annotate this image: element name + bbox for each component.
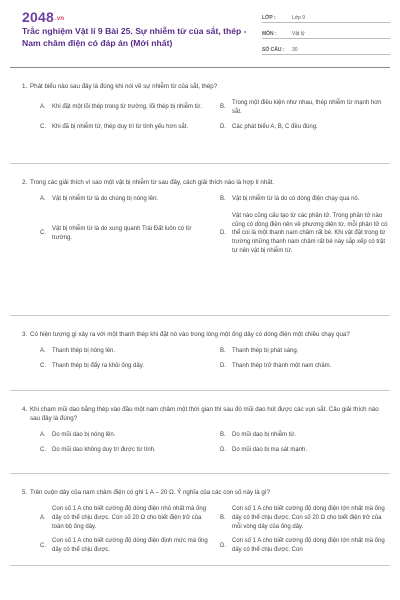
question-2 bbox=[10, 164, 390, 316]
option-letter: C. bbox=[40, 123, 46, 130]
option-letter: D. bbox=[220, 230, 226, 237]
question-stem bbox=[12, 488, 388, 497]
option-letter: B. bbox=[220, 104, 226, 111]
question-number: 5. bbox=[22, 489, 28, 496]
option-a[interactable] bbox=[40, 347, 208, 356]
option-letter: B. bbox=[220, 348, 226, 354]
option-text: Vật bị nhiễm từ là do có dòng điện chạy qua nó. bbox=[232, 196, 360, 202]
logo-text: 2048 bbox=[22, 9, 54, 25]
option-letter: A. bbox=[40, 196, 46, 202]
question-stem bbox=[12, 405, 388, 423]
option-letter: A. bbox=[40, 432, 46, 438]
option-text: Do mũi dao bị nóng lên. bbox=[52, 432, 116, 438]
option-text: Thanh thép trở thành một nam châm. bbox=[232, 362, 332, 369]
option-d[interactable] bbox=[220, 362, 388, 371]
option-letter: D. bbox=[220, 542, 226, 549]
question-5 bbox=[10, 474, 390, 566]
question-text: Trên cuộn dây của nam châm điện có ghi 1 A – 20 Ω. Ý nghĩa của các con số này là gì? bbox=[30, 489, 271, 496]
option-text: Con số 1 A cho biết cường độ dòng điện lớn nhất mà ống dây có thể chịu được. Con bbox=[232, 538, 385, 554]
option-grid bbox=[12, 99, 388, 131]
meta-label: LỚP : bbox=[262, 15, 276, 21]
option-text: Vật bị nhiễm từ là do chúng bị nóng lên. bbox=[52, 196, 159, 202]
option-letter: A. bbox=[40, 514, 46, 521]
option-letter: A. bbox=[40, 348, 46, 354]
option-a[interactable] bbox=[40, 195, 208, 204]
question-number: 1. bbox=[22, 83, 28, 90]
question-text: Phát biểu nào sau đây là đúng khi nói về sự nhiễm từ của sắt, thép? bbox=[30, 83, 218, 90]
option-c[interactable] bbox=[40, 446, 208, 455]
option-a[interactable] bbox=[40, 99, 208, 117]
question-stem bbox=[12, 82, 388, 91]
option-b[interactable] bbox=[220, 347, 388, 356]
option-letter: B. bbox=[220, 514, 226, 521]
option-text: Con số 1 A cho biết cường độ dòng điện nhỏ nhất mà ống dây có thể chịu được. Con số 20 Ω cho biết điện trở của toàn bộ ống dây. bbox=[52, 506, 207, 530]
option-text: Vật bị nhiễm từ là do xung quanh Trái Đất luôn có từ trường. bbox=[52, 225, 192, 241]
option-text: Thanh thép bị nóng lên. bbox=[52, 348, 116, 354]
option-c[interactable] bbox=[40, 362, 208, 371]
page-title: Trắc nghiệm Vật lí 9 Bài 25. Sự nhiễm từ của sắt, thép - Nam châm điện có đáp án (Mới nhất) bbox=[22, 26, 247, 48]
question-3 bbox=[10, 316, 390, 391]
page-header bbox=[10, 0, 390, 68]
option-text: Do mũi dao bị ma sát mạnh. bbox=[232, 446, 308, 453]
option-text: Con số 1 A cho biết cường độ dòng điện lớn nhất mà ống dây có thể chịu được. Con số 20 Ω cho biết điện trở của mỗi vòng dây của ống dây. bbox=[232, 506, 385, 530]
question-text: Có hiện tượng gì xảy ra với một thanh thép khi đặt nó vào trong lòng một ống dây có dòng điện một chiều chạy qua? bbox=[30, 331, 350, 338]
meta-label: MÔN : bbox=[262, 31, 277, 37]
option-b[interactable] bbox=[220, 195, 388, 204]
option-d[interactable] bbox=[220, 123, 388, 132]
meta-row-class bbox=[262, 12, 390, 23]
option-text: Các phát biểu A, B, C đều đúng. bbox=[232, 123, 318, 130]
question-text: Khi chạm mũi dao bằng thép vào đầu một nam châm một thời gian thì sau đó mũi dao hút được các vụn sắt. Câu giải thích nào sau đây là đúng? bbox=[30, 406, 379, 422]
option-text: Do mũi dao không duy trì được từ tính. bbox=[52, 446, 156, 453]
option-b[interactable] bbox=[220, 431, 388, 440]
meta-value: 30 bbox=[292, 47, 298, 53]
meta-value: Lớp 9 bbox=[292, 15, 306, 21]
meta-label: SỐ CÂU : bbox=[262, 47, 285, 53]
option-letter: B. bbox=[220, 196, 226, 202]
question-text: Trong các giải thích vì sao một vật bị nhiễm từ sau đây, cách giải thích nào là hợp lí nhất. bbox=[30, 179, 275, 186]
meta-value: Vật lý bbox=[292, 31, 305, 37]
option-letter: A. bbox=[40, 104, 46, 111]
meta-row-subject bbox=[262, 28, 390, 39]
option-d[interactable] bbox=[220, 537, 388, 555]
site-logo[interactable] bbox=[22, 9, 64, 25]
option-letter: D. bbox=[220, 362, 226, 369]
option-text: Khi đặt một lõi thép trong từ trường, lõi thép bị nhiễm từ. bbox=[52, 104, 203, 111]
question-list bbox=[10, 68, 390, 566]
option-grid bbox=[12, 505, 388, 555]
option-letter: B. bbox=[220, 432, 226, 438]
option-grid bbox=[12, 195, 388, 256]
meta-table bbox=[262, 12, 390, 60]
option-grid bbox=[12, 431, 388, 455]
option-letter: C. bbox=[40, 230, 46, 237]
question-number: 3. bbox=[22, 331, 28, 338]
question-stem bbox=[12, 178, 388, 187]
option-a[interactable] bbox=[40, 431, 208, 440]
option-grid bbox=[12, 347, 388, 371]
option-d[interactable] bbox=[220, 446, 388, 455]
option-b[interactable] bbox=[220, 505, 388, 531]
option-a[interactable] bbox=[40, 505, 208, 531]
option-text: Trong một điều kiện như nhau, thép nhiễm từ mạnh hơn sắt. bbox=[232, 100, 382, 115]
option-text: Thanh thép bị phát sáng. bbox=[232, 348, 299, 354]
option-text: Vật nào cũng cấu tạo từ các phân tử. Trong phân tử nào cũng có dòng điện nên về phương diện từ, mỗi phân tử có thể coi là một thanh nam châm rất bé. Khi vật đặt trong từ trường những thanh nam châm rất bé này sắp xếp có trật tự nên vật bị nhiễm từ. bbox=[232, 212, 388, 254]
question-number: 4. bbox=[22, 406, 28, 413]
option-text: Do mũi dao bị nhiễm từ. bbox=[232, 432, 297, 438]
option-text: Khi đã bị nhiễm từ, thép duy trì từ tính yếu hơn sắt. bbox=[52, 123, 189, 130]
logo-suffix: .vn bbox=[54, 16, 65, 22]
meta-row-count bbox=[262, 44, 390, 55]
option-b[interactable] bbox=[220, 99, 388, 117]
option-letter: C. bbox=[40, 542, 46, 549]
option-letter: D. bbox=[220, 446, 226, 453]
option-d[interactable] bbox=[220, 212, 388, 256]
option-text: Con số 1 A cho biết cường độ dòng điện định mức mà ống dây có thể chịu được. bbox=[52, 538, 208, 554]
question-number: 2. bbox=[22, 179, 28, 186]
option-c[interactable] bbox=[40, 123, 208, 132]
option-text: Thanh thép bị đẩy ra khỏi ống dây. bbox=[52, 362, 144, 369]
option-letter: C. bbox=[40, 362, 46, 369]
option-c[interactable] bbox=[40, 537, 208, 555]
question-4 bbox=[10, 391, 390, 474]
option-letter: C. bbox=[40, 446, 46, 453]
option-c[interactable] bbox=[40, 212, 208, 256]
question-1 bbox=[10, 68, 390, 164]
question-stem bbox=[12, 330, 388, 339]
option-letter: D. bbox=[220, 123, 226, 130]
